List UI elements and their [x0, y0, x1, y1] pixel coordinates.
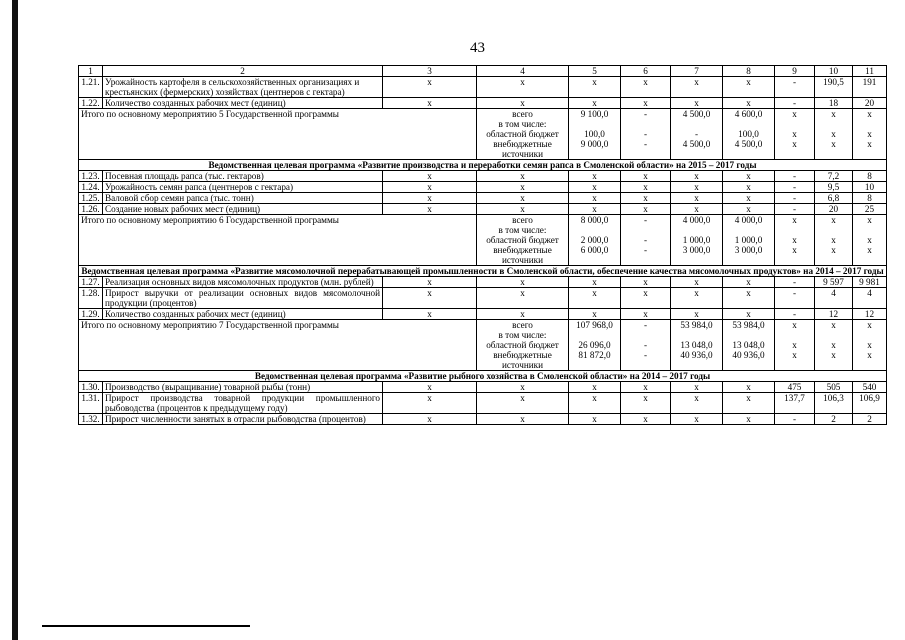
indicator-value: x [477, 204, 569, 215]
funding-value: 6 000,0 [569, 245, 621, 266]
funding-value: 26 096,0 [569, 340, 621, 350]
indicator-value: 9 597 [815, 277, 853, 288]
indicator-value: x [723, 393, 775, 414]
indicator-value: x [569, 393, 621, 414]
funding-value [853, 225, 887, 235]
funding-value: x [775, 139, 815, 160]
indicator-value: 505 [815, 382, 853, 393]
indicator-value: - [775, 414, 815, 425]
funding-value: 100,0 [723, 129, 775, 139]
indicator-value: x [723, 98, 775, 109]
indicator-value: x [671, 393, 723, 414]
column-number: 9 [775, 66, 815, 77]
indicator-value: x [621, 288, 671, 309]
funding-source: в том числе: [477, 225, 569, 235]
indicator-row [79, 182, 887, 193]
funding-value [775, 330, 815, 340]
funding-value: x [775, 340, 815, 350]
total-row [79, 109, 887, 120]
indicator-value: - [775, 288, 815, 309]
funding-source: внебюджетные источники [477, 245, 569, 266]
funding-value: - [671, 129, 723, 139]
indicator-name: Количество созданных рабочих мест (единиц) [103, 98, 383, 109]
row-number: 1.29. [79, 309, 103, 320]
funding-value [671, 330, 723, 340]
funding-value: x [853, 109, 887, 120]
indicator-value: x [477, 414, 569, 425]
funding-value: 100,0 [569, 129, 621, 139]
funding-value: - [621, 245, 671, 266]
indicator-value: x [383, 382, 477, 393]
section-title: Ведомственная целевая программа «Развитие производства и переработки семян рапса в Смоленской области» на 2015 – 2017 годы [79, 160, 887, 171]
funding-source: всего [477, 320, 569, 331]
indicator-value: 2 [853, 414, 887, 425]
indicator-value: x [383, 277, 477, 288]
indicator-value: x [569, 77, 621, 98]
funding-source: всего [477, 109, 569, 120]
indicator-row [79, 193, 887, 204]
indicator-value: x [621, 414, 671, 425]
indicator-value: 475 [775, 382, 815, 393]
funding-value: x [815, 235, 853, 245]
indicator-name: Реализация основных видов мясомолочных продуктов (млн. рублей) [103, 277, 383, 288]
funding-value: x [775, 350, 815, 371]
indicator-value: 137,7 [775, 393, 815, 414]
scan-edge-bar [12, 0, 18, 640]
indicator-name: Производство (выращивание) товарной рыбы (тонн) [103, 382, 383, 393]
indicator-value: x [383, 309, 477, 320]
indicator-name: Прирост численности занятых в отрасли рыбоводства (процентов) [103, 414, 383, 425]
indicator-name: Количество созданных рабочих мест (единиц) [103, 309, 383, 320]
indicator-value: 4 [815, 288, 853, 309]
funding-value: 9 000,0 [569, 139, 621, 160]
section-title: Ведомственная целевая программа «Развитие рыбного хозяйства в Смоленской области» на 2014 – 2017 годы [79, 371, 887, 382]
funding-value [621, 330, 671, 340]
footnote-line [42, 625, 250, 627]
funding-value: x [815, 340, 853, 350]
indicator-value: x [723, 182, 775, 193]
indicator-value: x [383, 98, 477, 109]
funding-value: - [621, 235, 671, 245]
indicator-value: 12 [853, 309, 887, 320]
table-header-row [79, 66, 887, 77]
indicator-value: x [477, 77, 569, 98]
funding-value: 8 000,0 [569, 215, 621, 226]
funding-value [723, 225, 775, 235]
row-number: 1.23. [79, 171, 103, 182]
indicator-value: x [621, 393, 671, 414]
funding-value: 4 000,0 [723, 215, 775, 226]
indicator-row [79, 382, 887, 393]
funding-value: - [621, 340, 671, 350]
column-number: 7 [671, 66, 723, 77]
funding-source: в том числе: [477, 119, 569, 129]
column-number: 11 [853, 66, 887, 77]
indicator-row [79, 98, 887, 109]
indicator-value: 18 [815, 98, 853, 109]
indicator-value: - [775, 204, 815, 215]
funding-value: 3 000,0 [671, 245, 723, 266]
funding-value: x [853, 139, 887, 160]
row-number: 1.26. [79, 204, 103, 215]
funding-value: x [775, 129, 815, 139]
funding-value [671, 119, 723, 129]
indicator-value: x [723, 382, 775, 393]
funding-value: 1 000,0 [671, 235, 723, 245]
indicator-value: x [723, 77, 775, 98]
funding-value [815, 225, 853, 235]
indicator-name: Посевная площадь рапса (тыс. гектаров) [103, 171, 383, 182]
indicator-value: x [671, 288, 723, 309]
funding-value: 1 000,0 [723, 235, 775, 245]
indicator-value: 20 [815, 204, 853, 215]
total-label: Итого по основному мероприятию 5 Государственной программы [79, 109, 477, 160]
funding-value: x [775, 215, 815, 226]
indicator-value: x [723, 277, 775, 288]
indicator-value: x [671, 382, 723, 393]
indicator-value: x [621, 77, 671, 98]
funding-value [569, 330, 621, 340]
indicator-value: x [477, 288, 569, 309]
indicator-value: 7,2 [815, 171, 853, 182]
funding-value [569, 119, 621, 129]
indicator-value: x [723, 288, 775, 309]
funding-value [621, 225, 671, 235]
funding-value: x [853, 350, 887, 371]
funding-value: 81 872,0 [569, 350, 621, 371]
column-number: 10 [815, 66, 853, 77]
indicator-name: Прирост выручки от реализации основных видов мясомолочной продукции (процентов) [103, 288, 383, 309]
funding-value: 4 500,0 [671, 139, 723, 160]
funding-value: - [621, 320, 671, 331]
indicator-value: 106,9 [853, 393, 887, 414]
indicator-value: x [569, 204, 621, 215]
funding-value: x [853, 129, 887, 139]
funding-value [853, 330, 887, 340]
indicator-value: x [723, 309, 775, 320]
indicator-value: - [775, 277, 815, 288]
funding-value: 2 000,0 [569, 235, 621, 245]
indicator-value: 8 [853, 171, 887, 182]
indicator-value: x [477, 182, 569, 193]
page-number: 43 [470, 40, 485, 56]
indicator-name: Создание новых рабочих мест (единиц) [103, 204, 383, 215]
indicator-value: 190,5 [815, 77, 853, 98]
funding-value [775, 225, 815, 235]
indicator-value: x [569, 277, 621, 288]
indicator-value: 8 [853, 193, 887, 204]
funding-value: x [815, 129, 853, 139]
section-title-row [79, 371, 887, 382]
indicator-row [79, 309, 887, 320]
section-title-row [79, 266, 887, 277]
funding-value [775, 119, 815, 129]
indicator-row [79, 288, 887, 309]
indicator-value: x [569, 98, 621, 109]
section-title-row [79, 160, 887, 171]
indicator-value: 9,5 [815, 182, 853, 193]
funding-value: 9 100,0 [569, 109, 621, 120]
indicator-value: x [621, 382, 671, 393]
total-row [79, 320, 887, 331]
indicator-name: Урожайность семян рапса (центнеров с гектара) [103, 182, 383, 193]
indicators-table [78, 65, 887, 425]
row-number: 1.31. [79, 393, 103, 414]
indicator-value: x [569, 309, 621, 320]
indicator-value: x [671, 204, 723, 215]
funding-value: x [853, 340, 887, 350]
indicator-value: 106,3 [815, 393, 853, 414]
funding-value: x [853, 245, 887, 266]
indicator-value: 25 [853, 204, 887, 215]
funding-value: 4 600,0 [723, 109, 775, 120]
indicator-value: x [671, 309, 723, 320]
funding-value: 40 936,0 [671, 350, 723, 371]
indicator-value: x [569, 288, 621, 309]
funding-value: 13 048,0 [671, 340, 723, 350]
indicator-value: x [621, 98, 671, 109]
indicator-value: x [621, 193, 671, 204]
indicator-value: x [671, 98, 723, 109]
indicator-value: - [775, 98, 815, 109]
funding-source: областной бюджет [477, 129, 569, 139]
indicator-value: - [775, 77, 815, 98]
column-number: 6 [621, 66, 671, 77]
indicator-value: x [477, 393, 569, 414]
indicator-value: 191 [853, 77, 887, 98]
funding-value [723, 330, 775, 340]
indicator-value: x [621, 309, 671, 320]
indicator-value: x [621, 277, 671, 288]
funding-value: x [815, 350, 853, 371]
funding-value: 4 500,0 [671, 109, 723, 120]
column-number: 3 [383, 66, 477, 77]
funding-value: - [621, 129, 671, 139]
indicator-value: x [477, 382, 569, 393]
funding-value: 53 984,0 [723, 320, 775, 331]
indicator-value: x [569, 382, 621, 393]
funding-value: - [621, 350, 671, 371]
funding-value [853, 119, 887, 129]
indicator-name: Урожайность картофеля в сельскохозяйственных организациях и крестьянских (фермерских) хозяйствах (центнеров с гектара) [103, 77, 383, 98]
column-number: 4 [477, 66, 569, 77]
indicator-value: 540 [853, 382, 887, 393]
indicator-value: x [383, 288, 477, 309]
indicator-value: - [775, 309, 815, 320]
indicator-value: 20 [853, 98, 887, 109]
funding-value: x [853, 235, 887, 245]
indicator-row [79, 277, 887, 288]
funding-source: внебюджетные источники [477, 139, 569, 160]
funding-value: 13 048,0 [723, 340, 775, 350]
indicator-value: 2 [815, 414, 853, 425]
total-label: Итого по основному мероприятию 6 Государственной программы [79, 215, 477, 266]
funding-value: 40 936,0 [723, 350, 775, 371]
funding-source: в том числе: [477, 330, 569, 340]
indicator-value: x [671, 182, 723, 193]
indicator-value: x [383, 393, 477, 414]
funding-value: 3 000,0 [723, 245, 775, 266]
indicator-row [79, 171, 887, 182]
funding-value: 53 984,0 [671, 320, 723, 331]
funding-value [815, 119, 853, 129]
indicator-value: x [383, 204, 477, 215]
funding-source: всего [477, 215, 569, 226]
indicator-row [79, 204, 887, 215]
indicator-value: 12 [815, 309, 853, 320]
indicator-value: 6,8 [815, 193, 853, 204]
indicator-value: x [569, 171, 621, 182]
funding-value: 107 968,0 [569, 320, 621, 331]
indicator-value: x [477, 277, 569, 288]
indicator-value: x [569, 414, 621, 425]
indicator-value: - [775, 182, 815, 193]
indicator-row [79, 77, 887, 98]
indicator-row [79, 393, 887, 414]
indicator-name: Валовой сбор семян рапса (тыс. тонн) [103, 193, 383, 204]
funding-value: - [621, 139, 671, 160]
funding-value: x [815, 139, 853, 160]
indicator-name: Прирост производства товарной продукции промышленного рыбоводства (процентов к предыдущему году) [103, 393, 383, 414]
indicator-value: x [383, 193, 477, 204]
funding-value: x [775, 235, 815, 245]
indicator-value: x [671, 414, 723, 425]
indicator-value: - [775, 171, 815, 182]
indicator-value: 9 981 [853, 277, 887, 288]
funding-value: x [815, 320, 853, 331]
indicator-value: x [671, 77, 723, 98]
indicator-value: x [621, 171, 671, 182]
indicator-value: x [477, 193, 569, 204]
indicator-value: x [569, 182, 621, 193]
total-row [79, 215, 887, 226]
indicator-value: 10 [853, 182, 887, 193]
funding-value [621, 119, 671, 129]
funding-source: внебюджетные источники [477, 350, 569, 371]
row-number: 1.30. [79, 382, 103, 393]
funding-value: x [853, 215, 887, 226]
row-number: 1.28. [79, 288, 103, 309]
column-number: 2 [103, 66, 383, 77]
indicator-value: - [775, 193, 815, 204]
indicator-value: x [671, 193, 723, 204]
funding-value [671, 225, 723, 235]
funding-value: x [775, 320, 815, 331]
indicator-value: x [569, 193, 621, 204]
indicator-value: x [621, 182, 671, 193]
funding-value: x [815, 245, 853, 266]
funding-value [723, 119, 775, 129]
indicator-value: x [477, 171, 569, 182]
column-number: 5 [569, 66, 621, 77]
funding-value: - [621, 215, 671, 226]
row-number: 1.32. [79, 414, 103, 425]
row-number: 1.27. [79, 277, 103, 288]
indicator-value: x [383, 171, 477, 182]
row-number: 1.24. [79, 182, 103, 193]
total-label: Итого по основному мероприятию 7 Государственной программы [79, 320, 477, 371]
indicator-value: x [477, 98, 569, 109]
column-number: 8 [723, 66, 775, 77]
indicator-value: x [383, 77, 477, 98]
funding-source: областной бюджет [477, 235, 569, 245]
indicator-value: x [477, 309, 569, 320]
indicator-value: x [621, 204, 671, 215]
funding-value [569, 225, 621, 235]
indicator-value: x [383, 414, 477, 425]
funding-value: x [775, 109, 815, 120]
indicator-value: x [671, 171, 723, 182]
funding-value: - [621, 109, 671, 120]
indicator-value: x [723, 171, 775, 182]
section-title: Ведомственная целевая программа «Развитие мясомолочной перерабатывающей промышленности в Смоленской области, обеспечение качества мясомолочных продуктов» на 2014 – 2017 годы [79, 266, 887, 277]
indicator-value: x [671, 277, 723, 288]
funding-value: x [853, 320, 887, 331]
indicator-value: x [723, 193, 775, 204]
funding-source: областной бюджет [477, 340, 569, 350]
indicator-value: 4 [853, 288, 887, 309]
indicator-value: x [723, 204, 775, 215]
funding-value: x [815, 109, 853, 120]
row-number: 1.21. [79, 77, 103, 98]
funding-value: x [775, 245, 815, 266]
funding-value: x [815, 215, 853, 226]
column-number: 1 [79, 66, 103, 77]
funding-value: 4 000,0 [671, 215, 723, 226]
indicator-value: x [723, 414, 775, 425]
funding-value: 4 500,0 [723, 139, 775, 160]
indicator-value: x [383, 182, 477, 193]
row-number: 1.25. [79, 193, 103, 204]
row-number: 1.22. [79, 98, 103, 109]
funding-value [815, 330, 853, 340]
indicator-row [79, 414, 887, 425]
